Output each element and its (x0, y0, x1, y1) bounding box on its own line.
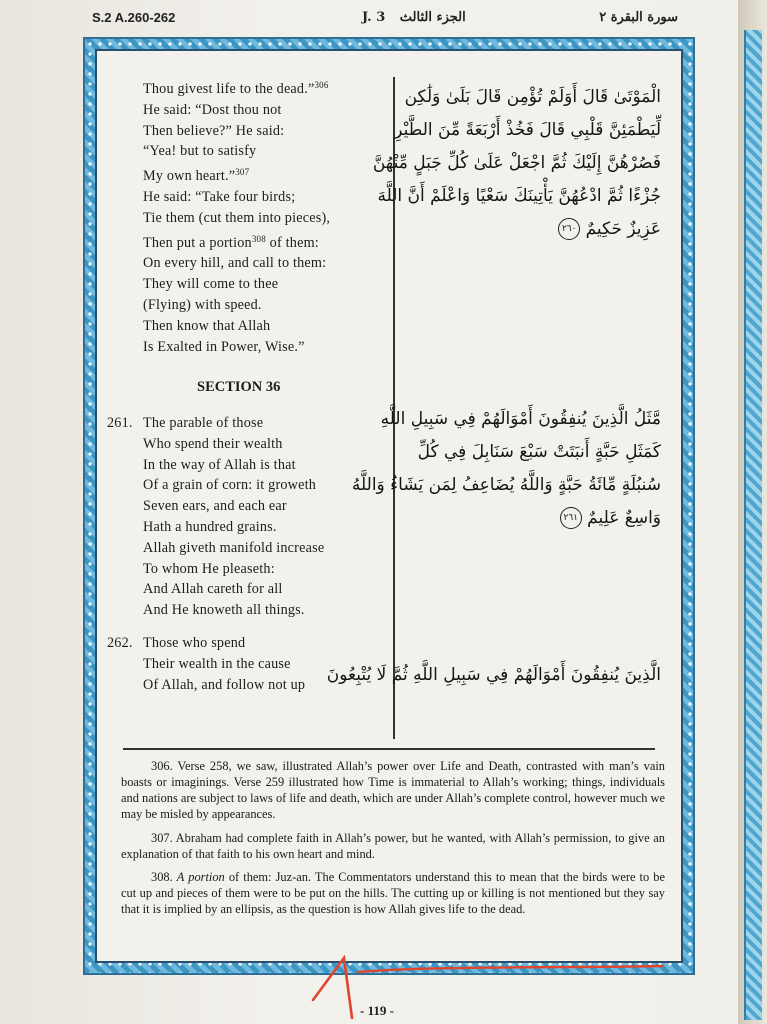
header-surah-ayah: S.2 A.260-262 (92, 10, 176, 25)
verse-line: Thou givest life to the dead.”$^{306}$ (143, 80, 329, 97)
arabic-line: سُنبُلَةٍ مِّائَةُ حَبَّةٍ وَاللَّهُ يُضَاعِفُ لِمَن يَشَاءُ وَاللَّهُ (351, 475, 661, 495)
footnote-307: 307. Abraham had complete faith in Allah’s power, but he wanted, with Allah’s permission, to give an explanation of that faith to his own heart and mind. (121, 830, 665, 861)
arabic-line: عَزِيزٌ حَكِيمٌ ٢٦٠ (373, 213, 661, 246)
verse-line: He said: “Dost thou not (143, 101, 282, 118)
arabic-line: الَّذِينَ يُنفِقُونَ أَمْوَالَهُمْ فِي سَبِيلِ اللَّهِ ثُمَّ لَا يُتْبِعُونَ (326, 665, 661, 685)
header-juz-arabic: الجزء الثالث (399, 10, 466, 25)
verse-line: They will come to thee (143, 276, 279, 293)
page-number: - 119 - (360, 1003, 394, 1018)
arabic-line: جُزْءًا ثُمَّ ادْعُهُنَّ يَأْتِينَكَ سَعْيًا وَاعْلَمْ أَنَّ اللَّهَ (377, 186, 661, 206)
ayah-end-marker: ٢٦٠ (558, 218, 580, 240)
verse-line: Then believe?” He said: (143, 122, 285, 139)
header-surah-arabic: سورة البقرة ٢ (599, 10, 678, 25)
adjacent-page-border (744, 30, 762, 1020)
footnote-308: 308. A portion of them: Juz-an. The Commentators understand this to mean that the birds were to be cut up and pieces of them were to be put on the hills. The cutting up or killing is not mentioned but they say that it is implied by an ellipsis, as the question is how Allah gives life to the dead. (121, 870, 665, 917)
verse-line: “Yea! but to satisfy (143, 143, 257, 160)
verse-line: Allah giveth manifold increase (143, 539, 325, 556)
verse-line: 261. The parable of those (107, 413, 324, 434)
ayah-end-marker: ٢٦١ (560, 507, 582, 529)
arabic-line: وَاسِعٌ عَلِيمٌ ٢٦١ (352, 502, 661, 535)
verse-line: In the way of Allah is that (143, 456, 296, 473)
verse-line: To whom He pleaseth: (143, 560, 275, 577)
verse-line: Hath a hundred grains. (143, 518, 277, 535)
arabic-line: مَّثَلُ الَّذِينَ يُنفِقُونَ أَمْوَالَهُمْ فِي سَبِيلِ اللَّهِ (380, 409, 661, 429)
header-juz-latin: J. 3 (362, 10, 386, 25)
section-heading: SECTION 36 (197, 379, 281, 395)
verse-line: Is Exalted in Power, Wise.” (143, 338, 305, 355)
verse-line: Then put a portion$^{308}$ of them: (143, 233, 319, 251)
verse-line: 262. Those who spend (107, 633, 305, 654)
verse-line: And Allah careth for all (143, 581, 283, 598)
verse-line: My own heart.”$^{307}$ (143, 167, 250, 185)
verse-number: 262. (107, 635, 133, 651)
verse-line: Then know that Allah (143, 317, 271, 334)
verse-line: Seven ears, and each ear (143, 498, 287, 515)
verse-line: Their wealth in the cause (143, 655, 291, 672)
verse-line: On every hill, and call to them: (143, 255, 327, 272)
arabic-line: الْمَوْتَىٰ قَالَ أَوَلَمْ تُؤْمِن قَالَ بَلَىٰ وَلَٰكِن (404, 87, 661, 107)
verse-line: Of Allah, and follow not up (143, 676, 306, 693)
arabic-line: لِّيَطْمَئِنَّ قَلْبِي قَالَ فَخُذْ أَرْبَعَةً مِّنَ الطَّيْرِ (394, 120, 661, 140)
verse-line: Who spend their wealth (143, 435, 283, 452)
verse-line: He said: “Take four birds; (143, 188, 296, 205)
verse-line: (Flying) with speed. (143, 296, 262, 313)
arabic-line: كَمَثَلِ حَبَّةٍ أَنبَتَتْ سَبْعَ سَنَابِلَ فِي كُلِّ (417, 442, 661, 462)
arabic-line: فَصُرْهُنَّ إِلَيْكَ ثُمَّ اجْعَلْ عَلَىٰ كُلِّ جَبَلٍ مِّنْهُنَّ (372, 153, 661, 173)
footnote-306: 306. Verse 258, we saw, illustrated Allah’s power over Life and Death, contrasted with man’s vain boasts or imaginings. Verse 259 illustrated how Time is immaterial to Allah’s working; things, individuals and nations are subject to laws of life and death, which are under Allah’s complete control, however much we may be misled by appearances. (121, 759, 665, 821)
verse-line: Of a grain of corn: it groweth (143, 477, 317, 494)
verse-number: 261. (107, 415, 133, 431)
verse-line: Tie them (cut them into pieces), (143, 209, 331, 226)
verse-line: And He knoweth all things. (143, 602, 305, 619)
